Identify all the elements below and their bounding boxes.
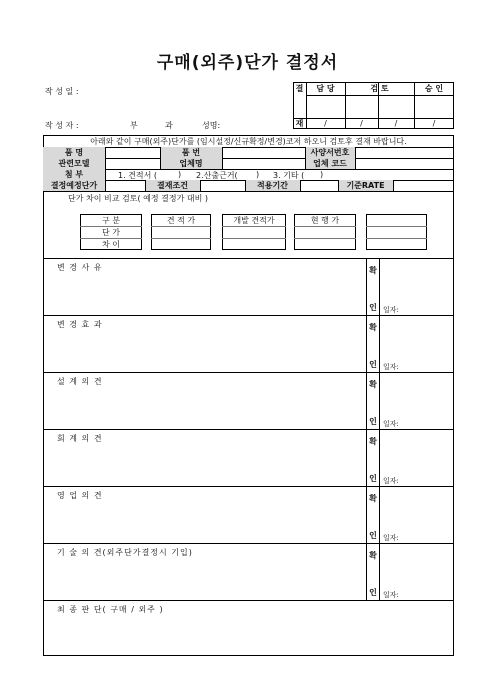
name-label: 성명: bbox=[202, 121, 221, 130]
compare-row-price: 단 가 bbox=[102, 227, 120, 237]
date-label: 작 성 일 : bbox=[45, 87, 79, 96]
confirm-bottom: 인 bbox=[369, 303, 377, 312]
attach-basis-close: ) bbox=[256, 170, 260, 179]
writer-label: 작 성 자 : bbox=[45, 121, 79, 130]
approval-date-slash: / bbox=[394, 119, 398, 128]
confirm-bottom: 인 bbox=[369, 417, 377, 426]
approval-side-top: 결 bbox=[295, 84, 304, 93]
confirm-top: 확 bbox=[369, 437, 377, 446]
approval-side-bottom: 재 bbox=[295, 119, 304, 128]
confirm-bottom: 인 bbox=[369, 531, 377, 540]
approval-date-slash: / bbox=[360, 119, 363, 128]
compare-row-diff: 차 이 bbox=[102, 239, 120, 249]
vendor-name-label: 업체명 bbox=[179, 159, 203, 168]
attach-quote: 1. 견적서 ( bbox=[118, 171, 158, 180]
approval-col-approve: 승 인 bbox=[424, 84, 444, 93]
compare-col-quote: 견 적 가 bbox=[166, 215, 196, 225]
compare-row-type: 구 분 bbox=[102, 215, 120, 225]
attach-label: 첨 부 bbox=[64, 170, 84, 179]
date-label: 일자: bbox=[383, 363, 399, 371]
confirm-top: 확 bbox=[369, 323, 377, 332]
confirm-bottom: 인 bbox=[369, 360, 377, 369]
compare-col-dev-quote: 개발 견적가 bbox=[233, 215, 275, 225]
model-label: 관련모델 bbox=[58, 159, 90, 168]
confirm-top: 확 bbox=[369, 380, 377, 389]
document-title: 구매(외주)단가 결정서 bbox=[156, 53, 339, 73]
attach-etc-close: ) bbox=[320, 170, 324, 179]
vendor-code-label: 업체 코드 bbox=[313, 159, 347, 168]
settle-cond-label: 결재조건 bbox=[157, 181, 188, 190]
planned-price-label: 결정예정단가 bbox=[50, 181, 98, 190]
confirm-top: 확 bbox=[369, 266, 377, 275]
spec-no-label: 사양서번호 bbox=[310, 148, 350, 157]
date-label: 일자: bbox=[383, 591, 399, 599]
date-label: 일자: bbox=[383, 534, 399, 542]
attach-quote-close: ) bbox=[178, 170, 182, 179]
date-label: 일자: bbox=[383, 306, 399, 314]
confirm-bottom: 인 bbox=[369, 474, 377, 483]
confirm-top: 확 bbox=[369, 494, 377, 503]
confirm-bottom: 인 bbox=[369, 588, 377, 597]
item-name-label: 품 명 bbox=[64, 148, 84, 157]
attach-etc: 3. 기타 ( bbox=[273, 171, 305, 180]
date-label: 일자: bbox=[383, 420, 399, 428]
confirm-top: 확 bbox=[369, 551, 377, 560]
date-label: 일자: bbox=[383, 477, 399, 485]
approval-date-slash: / bbox=[324, 119, 327, 128]
compare-col-current: 현 행 가 bbox=[310, 215, 340, 225]
compare-heading: 단가 차이 비교 검토( 예정 결정가 대비 ) bbox=[68, 194, 208, 203]
notice-text: 아래와 같이 구매(외주)단가를 (임시설정/신규확정/변경)코저 하오니 검토후 결재 바랍니다. bbox=[90, 136, 407, 146]
section-label: 과 bbox=[165, 121, 173, 130]
base-rate-label: 기준RATE bbox=[346, 181, 385, 190]
final-judgement-label: 최 종 판 단( 구매 / 외주 ) bbox=[57, 605, 164, 614]
apply-period-label: 적용기간 bbox=[257, 181, 288, 190]
item-no-label: 품 번 bbox=[181, 148, 201, 157]
approval-col-review: 검 토 bbox=[370, 84, 389, 93]
approval-col-charge: 담 당 bbox=[316, 84, 335, 93]
attach-basis: 2.산출근거( bbox=[196, 171, 238, 180]
dept-label: 부 bbox=[130, 121, 138, 130]
approval-date-slash: / bbox=[432, 119, 436, 128]
